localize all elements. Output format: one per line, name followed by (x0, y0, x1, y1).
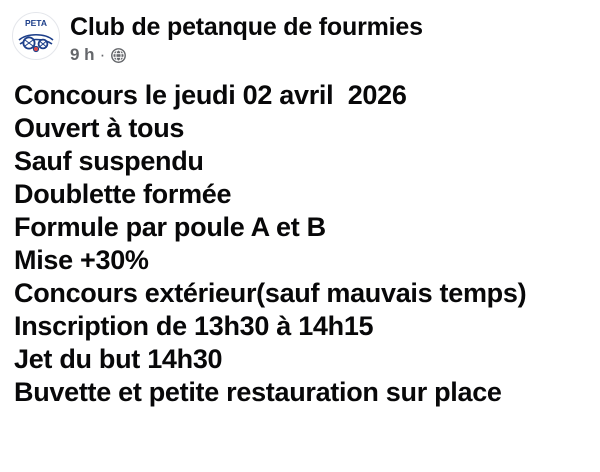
page-name[interactable]: Club de petanque de fourmies (70, 13, 423, 41)
post-header (0, 0, 600, 65)
post-meta (70, 45, 423, 65)
avatar-logo-text: PETA (24, 18, 48, 28)
post-timestamp[interactable]: 9 h (70, 45, 95, 64)
post-line: Formule par poule A et B (14, 212, 326, 242)
petanque-club-logo-icon (13, 13, 59, 59)
post-line: Concours extérieur(sauf mauvais temps) (14, 278, 527, 308)
meta-separator: · (99, 45, 106, 64)
avatar[interactable] (12, 12, 60, 60)
post-line: Ouvert à tous (14, 113, 185, 143)
globe-icon[interactable] (110, 47, 127, 64)
post-line: Concours le jeudi 02 avril 2026 (14, 80, 407, 110)
post-line: Mise +30% (14, 245, 149, 275)
post-line: Doublette formée (14, 179, 232, 209)
post-header-text (70, 10, 423, 65)
post-line: Sauf suspendu (14, 146, 204, 176)
post-text (0, 65, 600, 409)
post-line: Buvette et petite restauration sur place (14, 377, 502, 407)
post-line: Inscription de 13h30 à 14h15 (14, 311, 374, 341)
post-line: Jet du but 14h30 (14, 344, 223, 374)
